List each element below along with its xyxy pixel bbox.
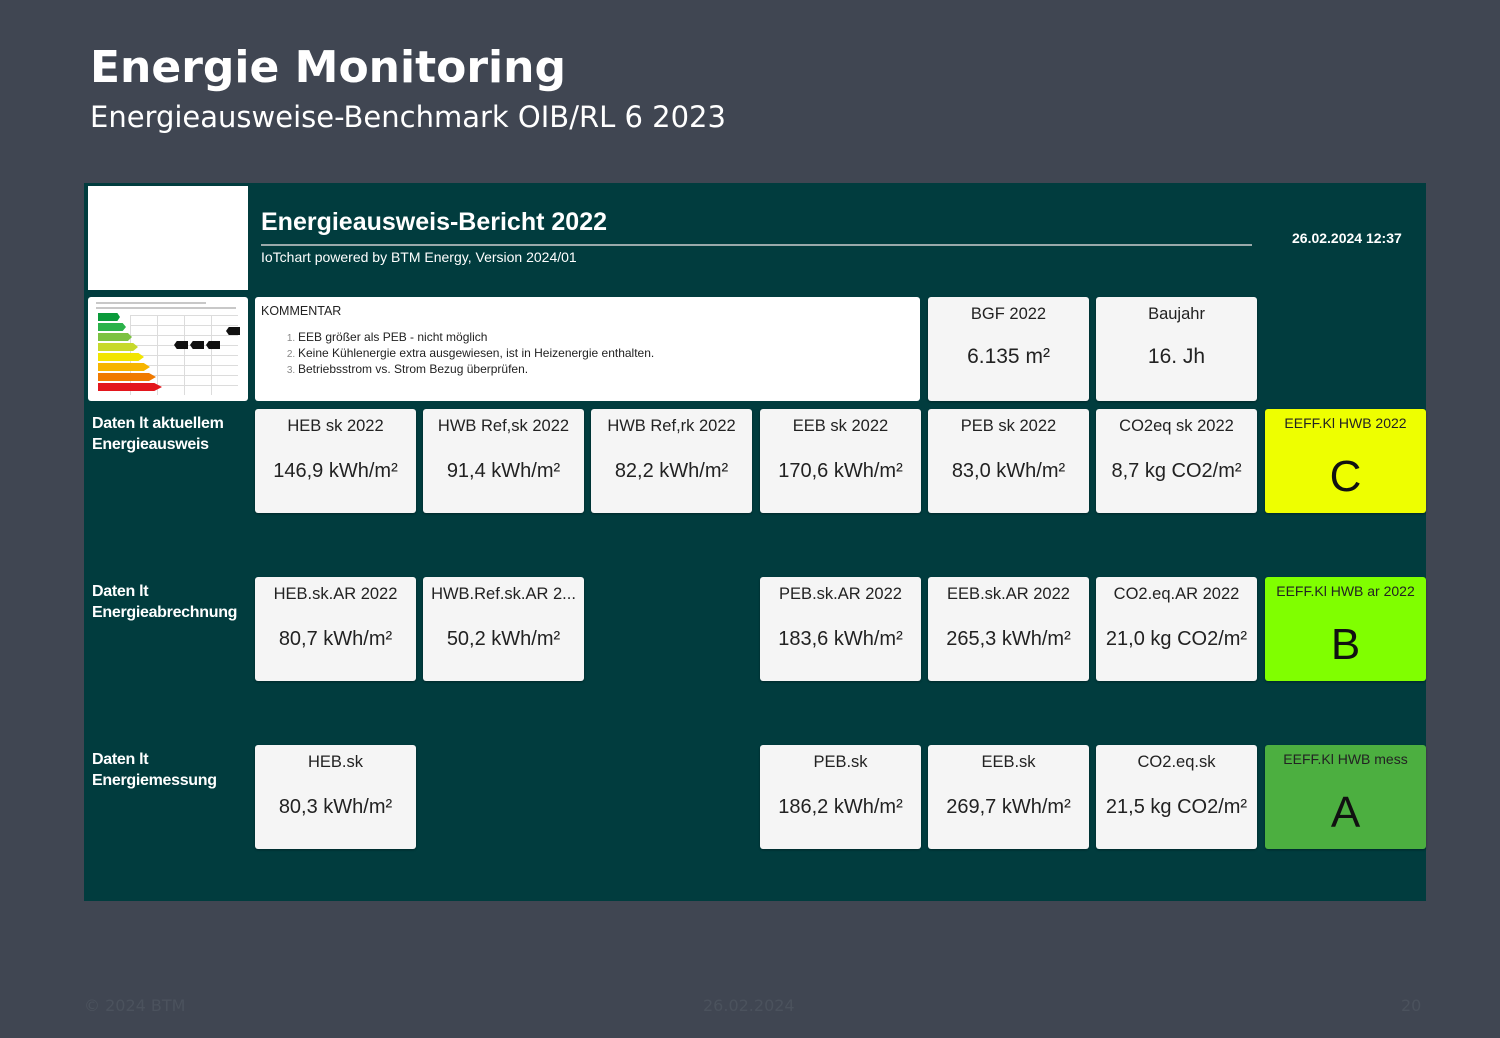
tile-label: HWB.Ref.sk.AR 2... (431, 585, 576, 603)
tile-label: EEB.sk (981, 753, 1036, 771)
tile-value: 80,7 kWh/m² (278, 628, 393, 650)
class-label: EEFF.Kl HWB mess (1283, 751, 1408, 767)
efficiency-class-tile-ausweis[interactable] (1265, 409, 1426, 513)
comment-item: 3. Betriebsstrom vs. Strom Bezug überprüfen. (298, 361, 914, 377)
rating-arrow-icon (206, 341, 220, 349)
efficiency-bar-icon (98, 343, 138, 351)
tile-label: PEB sk 2022 (960, 417, 1057, 435)
report-title: Energieausweis-Bericht 2022 (261, 208, 607, 236)
footer-page-number: 20 (1401, 996, 1422, 1015)
rating-arrow-icon (190, 341, 204, 349)
comment-item: 2. Keine Kühlenergie extra ausgewiesen, ist in Heizenergie enthalten. (298, 345, 914, 361)
efficiency-bar-icon (98, 373, 156, 381)
peb-sk-tile[interactable] (928, 409, 1089, 513)
tile-value: 170,6 kWh/m² (778, 460, 903, 482)
logo-placeholder (88, 186, 248, 290)
tile-label: HWB Ref,sk 2022 (437, 417, 570, 435)
energy-certificate-thumbnail[interactable] (88, 297, 248, 401)
tile-value: 146,9 kWh/m² (273, 460, 398, 482)
eeb-sk-ar-tile[interactable] (928, 577, 1089, 681)
tile-label: PEB.sk.AR 2022 (779, 585, 902, 603)
row-label-ausweis: Daten lt aktuellem Energieausweis (92, 415, 224, 453)
slide-title: Energie Monitoring (90, 42, 566, 93)
eeb-sk-mess-tile[interactable] (928, 745, 1089, 849)
eeb-sk-tile[interactable] (760, 409, 921, 513)
tile-value: 6.135 m² (967, 345, 1050, 368)
rating-arrow-icon (174, 341, 188, 349)
baujahr-tile[interactable] (1096, 297, 1257, 401)
class-value: B (1330, 620, 1361, 669)
hwb-ref-sk-tile[interactable] (423, 409, 584, 513)
tile-label: HWB Ref,rk 2022 (607, 417, 736, 435)
heb-sk-mess-tile[interactable] (255, 745, 416, 849)
tile-label: CO2eq sk 2022 (1119, 417, 1234, 435)
comment-title: KOMMENTAR (261, 304, 342, 318)
hwb-ref-sk-ar-tile[interactable] (423, 577, 584, 681)
tile-label: HEB.sk (307, 753, 363, 771)
tile-value: 21,5 kg CO2/m² (1105, 796, 1248, 818)
tile-label: HEB.sk.AR 2022 (273, 585, 398, 603)
tile-label: Baujahr (1148, 305, 1205, 323)
co2eq-sk-tile[interactable] (1096, 409, 1257, 513)
efficiency-bar-icon (98, 363, 150, 371)
footer-date: 26.02.2024 (703, 996, 795, 1015)
comment-list (261, 329, 914, 377)
tile-value: 91,4 kWh/m² (446, 460, 561, 482)
tile-label: BGF 2022 (970, 305, 1047, 323)
tile-value: 16. Jh (1147, 345, 1206, 368)
row-label-abrechnung: Daten lt Energieabrechnung (92, 583, 238, 621)
tile-value: 82,2 kWh/m² (614, 460, 729, 482)
efficiency-bar-icon (98, 333, 132, 341)
comment-item: 1. EEB größer als PEB - nicht möglich (298, 329, 914, 345)
co2eq-sk-mess-tile[interactable] (1096, 745, 1257, 849)
tile-value: 83,0 kWh/m² (951, 460, 1066, 482)
tile-value: 183,6 kWh/m² (778, 628, 903, 650)
class-label: EEFF.Kl HWB 2022 (1284, 415, 1407, 431)
class-label: EEFF.Kl HWB ar 2022 (1276, 583, 1415, 599)
efficiency-bar-icon (98, 353, 144, 361)
efficiency-class-tile-messung[interactable] (1265, 745, 1426, 849)
tile-value: 265,3 kWh/m² (946, 628, 1071, 650)
title-divider (261, 244, 1252, 246)
thumb-header-line (96, 302, 206, 304)
peb-sk-ar-tile[interactable] (760, 577, 921, 681)
tile-value: 269,7 kWh/m² (946, 796, 1071, 818)
heb-sk-ar-tile[interactable] (255, 577, 416, 681)
row-label-messung: Daten lt Energiemessung (92, 751, 217, 789)
tile-label: PEB.sk (813, 753, 868, 771)
efficiency-bar-icon (98, 323, 126, 331)
co2eq-ar-tile[interactable] (1096, 577, 1257, 681)
tile-value: 50,2 kWh/m² (446, 628, 561, 650)
report-datetime: 26.02.2024 12:37 (1292, 230, 1402, 246)
tile-value: 21,0 kg CO2/m² (1105, 628, 1248, 650)
tile-value: 80,3 kWh/m² (278, 796, 393, 818)
slide-subtitle: Energieausweise-Benchmark OIB/RL 6 2023 (90, 100, 726, 134)
class-value: C (1329, 452, 1362, 501)
report-subtitle: IoTchart powered by BTM Energy, Version 2024/01 (261, 249, 577, 265)
heb-sk-tile[interactable] (255, 409, 416, 513)
peb-sk-mess-tile[interactable] (760, 745, 921, 849)
class-value: A (1330, 788, 1361, 837)
tile-label: EEB.sk.AR 2022 (947, 585, 1070, 603)
hwb-ref-rk-tile[interactable] (591, 409, 752, 513)
comment-box (255, 297, 920, 401)
footer-copyright: © 2024 BTM (84, 996, 186, 1015)
rating-arrow-icon (226, 327, 240, 335)
tile-value: 8,7 kg CO2/m² (1111, 460, 1242, 482)
dashboard-panel (84, 183, 1426, 901)
efficiency-class-tile-abrechnung[interactable] (1265, 577, 1426, 681)
tile-label: CO2.eq.sk (1137, 753, 1216, 771)
efficiency-bar-icon (98, 383, 162, 391)
efficiency-bar-icon (98, 313, 120, 321)
bgf-tile[interactable] (928, 297, 1089, 401)
thumb-header-line (96, 307, 236, 309)
tile-label: CO2.eq.AR 2022 (1113, 585, 1240, 603)
tile-label: HEB sk 2022 (287, 417, 384, 435)
tile-label: EEB sk 2022 (792, 417, 889, 435)
tile-value: 186,2 kWh/m² (778, 796, 903, 818)
